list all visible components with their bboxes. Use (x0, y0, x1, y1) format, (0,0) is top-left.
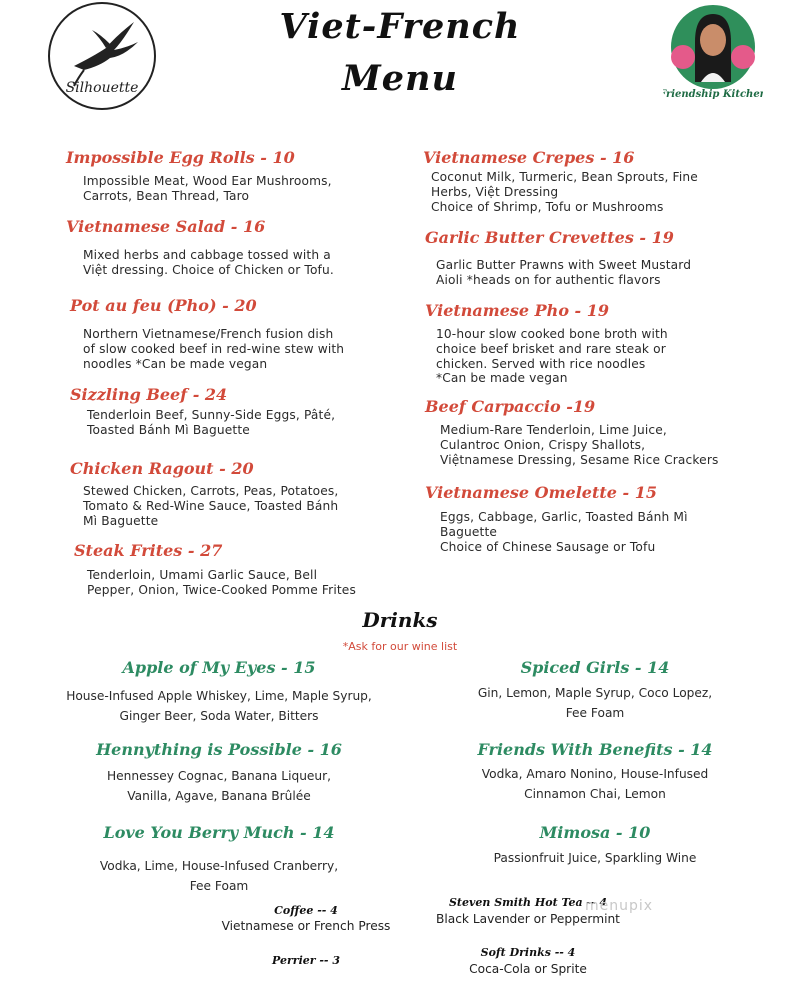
menu-title-line1: Viet-French (279, 6, 521, 47)
dish-description: Eggs, Cabbage, Garlic, Toasted Bánh Mì Baguette Choice of Chinese Sausage or Tofu (440, 510, 688, 554)
dish-name: Vietnamese Crepes - 16 (423, 148, 635, 167)
dish-description: Coconut Milk, Turmeric, Bean Sprouts, Fine Herbs, Việt Dressing Choice of Shrimp, Tofu or Mushrooms (431, 170, 698, 214)
coffee-name: Coffee -- 4 (274, 904, 338, 917)
dish-name: Vietnamese Omelette - 15 (425, 483, 657, 502)
dish-description: Tenderloin Beef, Sunny-Side Eggs, Pâté, Toasted Bánh Mì Baguette (87, 408, 336, 437)
tea-name: Steven Smith Hot Tea -- 4 (448, 896, 608, 909)
drink-name: Mimosa - 10 (539, 823, 651, 842)
drink-name: Apple of My Eyes - 15 (122, 658, 316, 677)
svg-text:Silhouette: Silhouette (65, 80, 139, 96)
drink-name: Friends With Benefits - 14 (477, 740, 713, 759)
dish-description: Northern Vietnamese/French fusion dish of slow cooked beef in red-wine stew with noodles *Can be made vegan (83, 327, 345, 371)
svg-text:Friendship Kitchen: Friendship Kitchen (663, 89, 763, 100)
dish-name: Vietnamese Pho - 19 (425, 301, 610, 320)
dish-description: Impossible Meat, Wood Ear Mushrooms, Carrots, Bean Thread, Taro (83, 174, 332, 203)
drinks-title: Drinks (362, 608, 438, 632)
dish-name: Garlic Butter Crevettes - 19 (425, 228, 674, 247)
drink-name: Love You Berry Much - 14 (103, 823, 335, 842)
silhouette-logo (48, 2, 156, 110)
drink-name: Spiced Girls - 14 (520, 658, 670, 677)
soft-drinks-description: Coca-Cola or Sprite (469, 962, 587, 976)
tea-description: Black Lavender or Peppermint (436, 912, 620, 926)
dish-description: Stewed Chicken, Carrots, Peas, Potatoes, Tomato & Red-Wine Sauce, Toasted Bánh Mì Baguette (83, 484, 339, 528)
dish-name: Beef Carpaccio -19 (425, 397, 596, 416)
drink-description: House-Infused Apple Whiskey, Lime, Maple Syrup, Ginger Beer, Soda Water, Bitters (66, 689, 372, 723)
dish-name: Vietnamese Salad - 16 (66, 217, 266, 236)
perrier-name: Perrier -- 3 (272, 954, 340, 967)
dish-name: Impossible Egg Rolls - 10 (66, 148, 295, 167)
dish-description: Tenderloin, Umami Garlic Sauce, Bell Pepper, Onion, Twice-Cooked Pomme Frites (87, 568, 356, 597)
dish-description: Medium-Rare Tenderloin, Lime Juice, Culantroc Onion, Crispy Shallots, Việtnamese Dressing, Sesame Rice Crackers (440, 423, 719, 467)
drink-description: Hennessey Cognac, Banana Liqueur, Vanilla, Agave, Banana Brûlée (106, 769, 332, 803)
watermark: menupix (585, 898, 654, 914)
dish-description: Mixed herbs and cabbage tossed with a Việt dressing. Choice of Chicken or Tofu. (83, 248, 334, 277)
soft-drinks-name: Soft Drinks -- 4 (480, 946, 576, 959)
drink-description: Passionfruit Juice, Sparkling Wine (493, 851, 697, 865)
dish-description: Garlic Butter Prawns with Sweet Mustard Aioli *heads on for authentic flavors (436, 258, 692, 287)
coffee-description: Vietnamese or French Press (221, 919, 391, 933)
bird-icon (54, 8, 150, 104)
drink-description: Vodka, Amaro Nonino, House-Infused Cinnamon Chai, Lemon (481, 767, 709, 801)
drink-description: Gin, Lemon, Maple Syrup, Coco Lopez, Fee Foam (477, 686, 713, 720)
dish-name: Chicken Ragout - 20 (70, 459, 254, 478)
wine-list-note: *Ask for our wine list (342, 640, 458, 653)
dish-description: 10-hour slow cooked bone broth with choice beef brisket and rare steak or chicken. Served with rice noodles *Can be made vegan (436, 327, 668, 386)
dish-name: Steak Frites - 27 (74, 541, 223, 560)
friendship-kitchen-logo (663, 2, 763, 102)
drink-name: Hennything is Possible - 16 (96, 740, 342, 759)
dish-name: Sizzling Beef - 24 (70, 385, 228, 404)
dish-name: Pot au feu (Pho) - 20 (70, 296, 257, 315)
drink-description: Vodka, Lime, House-Infused Cranberry, Fee Foam (99, 859, 339, 893)
menu-title-line2: Menu (342, 58, 458, 99)
